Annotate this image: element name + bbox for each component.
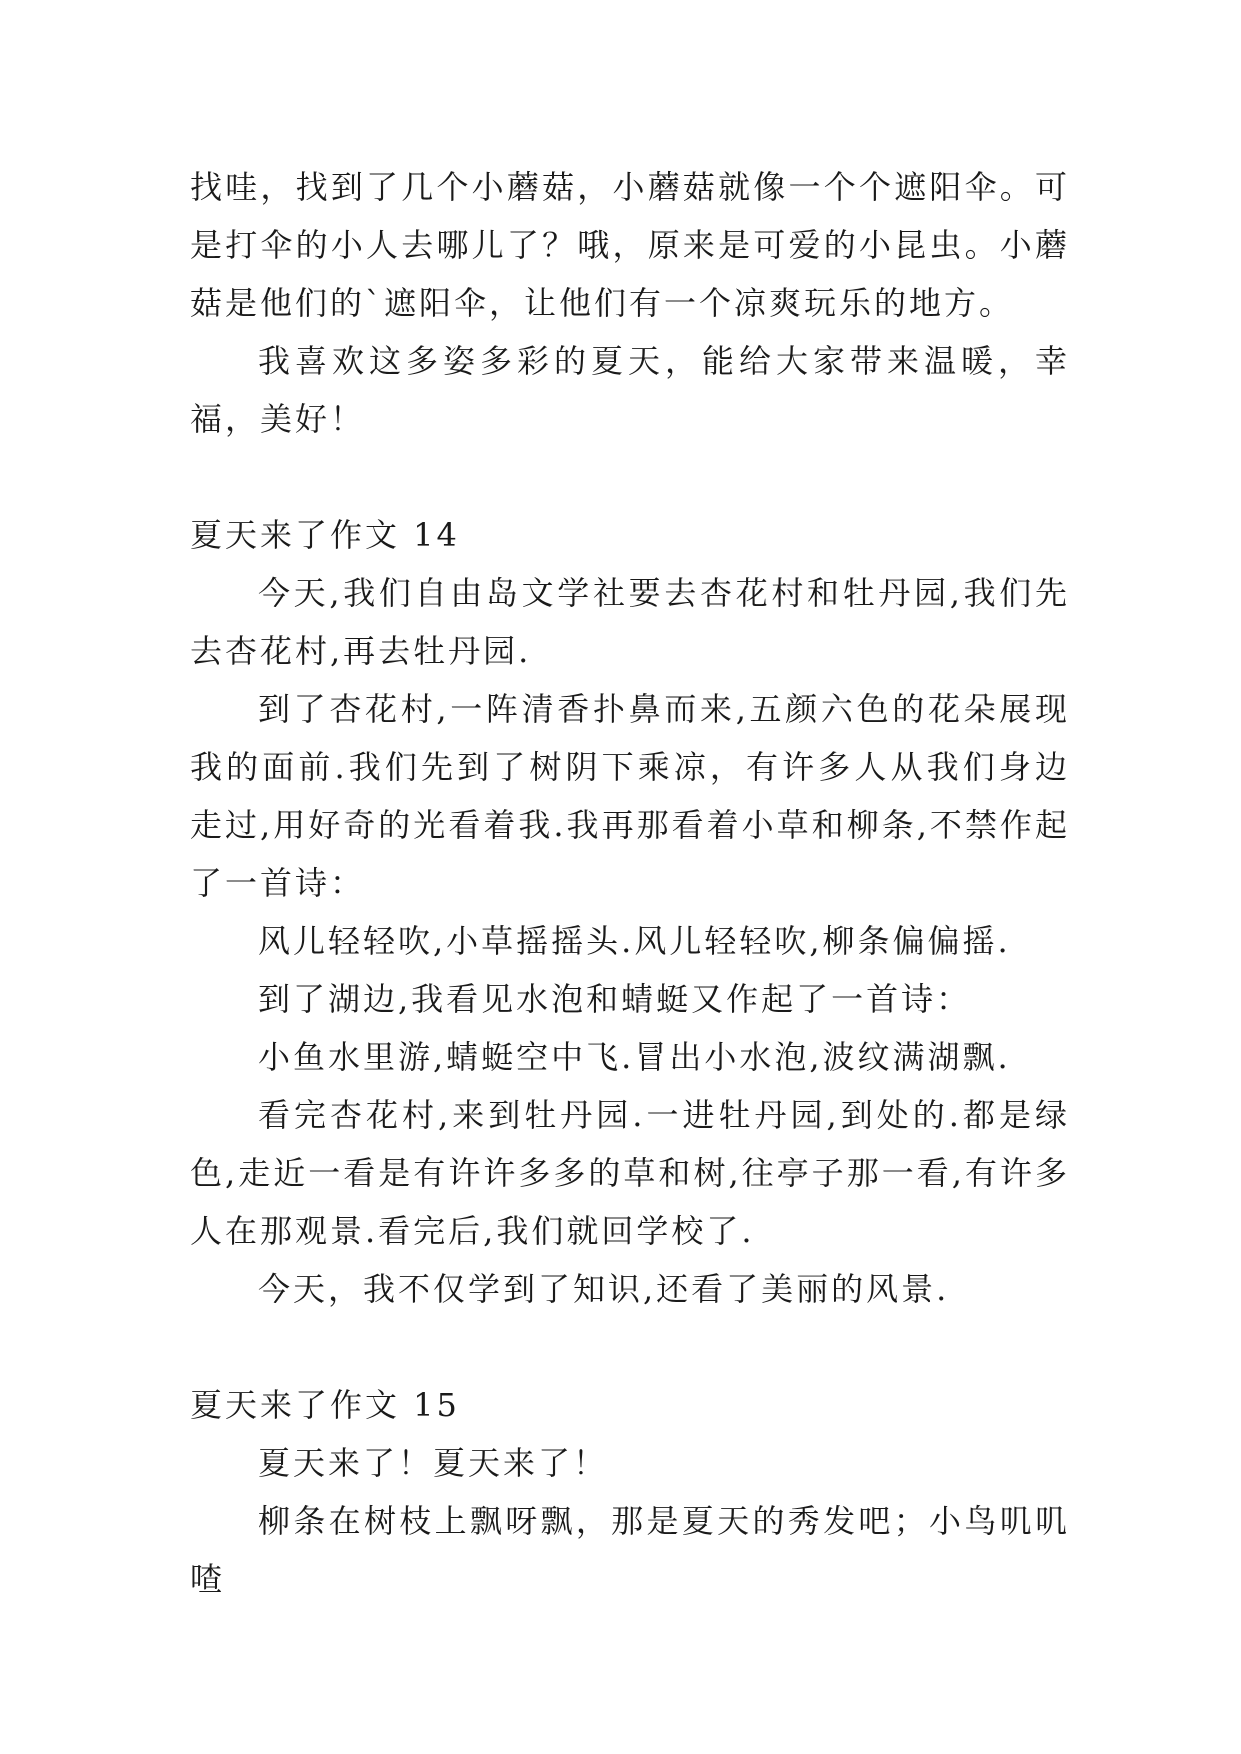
poem-line-wind: 风儿轻轻吹,小草摇摇头.风儿轻轻吹,柳条偏偏摇. (258, 922, 1011, 960)
paragraph-willow: 柳条在树枝上飘呀飘，那是夏天的秀发吧；小鸟叽叽喳 (190, 1502, 1070, 1598)
paragraph-summer-love: 我喜欢这多姿多彩的夏天，能给大家带来温暖，幸福，美好！ (190, 342, 1070, 438)
section-spacer (190, 448, 1070, 506)
paragraph-summer-arrived: 夏天来了！夏天来了！ (258, 1444, 609, 1482)
paragraph-mushrooms: 找哇，找到了几个小蘑菇，小蘑菇就像一个个遮阳伞。可是打伞的小人去哪儿了？哦，原来是可爱的小昆虫。小蘑菇是他们的`遮阳伞，让他们有一个凉爽玩乐的地方。 (190, 168, 1070, 322)
paragraph-apricot-village: 到了杏花村,一阵清香扑鼻而来,五颜六色的花朵展现我的面前.我们先到了树阴下乘凉，有许多人从我们身边走过,用好奇的光看着我.我再那看着小草和柳条,不禁作起了一首诗： (190, 690, 1070, 902)
paragraph-lakeside: 到了湖边,我看见水泡和蜻蜓又作起了一首诗： (258, 980, 972, 1018)
paragraph-literary-club: 今天,我们自由岛文学社要去杏花村和牡丹园,我们先去杏花村,再去牡丹园. (190, 574, 1070, 670)
essay-15-title: 夏天来了作文 15 (190, 1386, 460, 1424)
essay-14-title: 夏天来了作文 14 (190, 516, 460, 554)
document-body (190, 158, 1070, 1608)
section-spacer (190, 1318, 1070, 1376)
paragraph-today: 今天，我不仅学到了知识,还看了美丽的风景. (258, 1270, 950, 1308)
paragraph-peony-garden: 看完杏花村,来到牡丹园.一进牡丹园,到处的.都是绿色,走近一看是有许许多多的草和树,往亭子那一看,有许多人在那观景.看完后,我们就回学校了. (190, 1096, 1070, 1250)
poem-line-fish: 小鱼水里游,蜻蜓空中飞.冒出小水泡,波纹满湖飘. (258, 1038, 1011, 1076)
